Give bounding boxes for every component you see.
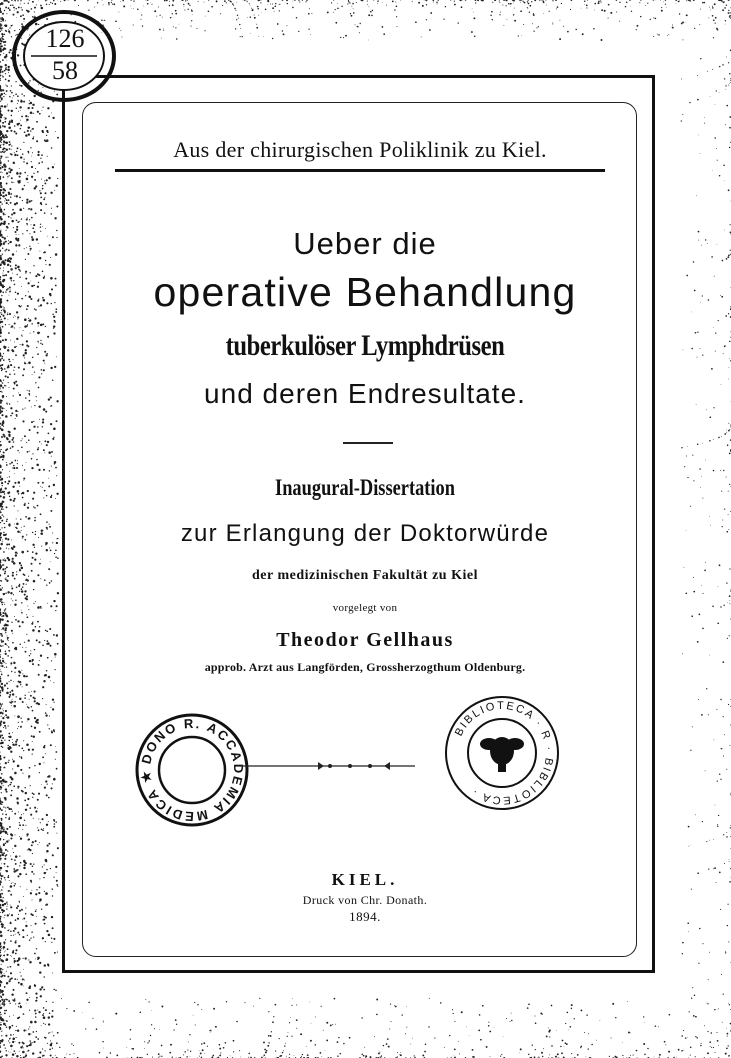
imprint-year: 1894. bbox=[349, 909, 381, 924]
title-line-4: und deren Endresultate. bbox=[204, 378, 526, 409]
title-line-3: tuberkulöser Lymphdrüsen bbox=[225, 329, 505, 362]
imprint-city: KIEL. bbox=[331, 870, 399, 889]
decorative-rule bbox=[240, 758, 415, 774]
library-shelf-stamp bbox=[6, 8, 116, 104]
biblioteca-seal bbox=[443, 694, 561, 812]
section-divider bbox=[343, 442, 393, 444]
svg-text:DONO R. ACCADEMIA MEDICA ★: DONO R. ACCADEMIA MEDICA ★ bbox=[137, 715, 247, 825]
svg-text:BIBLIOTECA · R · BIBLIOTECA ·: BIBLIOTECA · R · BIBLIOTECA · bbox=[452, 699, 556, 807]
shelf-number-1: 126 bbox=[45, 24, 85, 53]
dissertation-label: Inaugural-Dissertation bbox=[275, 475, 455, 500]
title-line-1: Ueber die bbox=[293, 226, 437, 261]
faculty-line: der medizinischen Fakultät zu Kiel bbox=[252, 568, 478, 583]
dissertation-purpose: zur Erlangung der Doktorwürde bbox=[180, 520, 550, 547]
shelf-number-2: 58 bbox=[52, 56, 78, 85]
presented-by: vorgelegt von bbox=[332, 602, 398, 614]
clinic-heading: Aus der chirurgischen Poliklinik zu Kiel. bbox=[173, 137, 547, 162]
clinic-rule bbox=[115, 169, 605, 172]
imprint-printer: Druck von Chr. Donath. bbox=[302, 893, 428, 907]
accademia-medica-seal bbox=[134, 712, 250, 828]
title-line-2: operative Behandlung bbox=[153, 269, 577, 315]
author-name: Theodor Gellhaus bbox=[276, 629, 454, 651]
author-details: approb. Arzt aus Langförden, Grossherzogthum Oldenburg. bbox=[204, 660, 526, 674]
